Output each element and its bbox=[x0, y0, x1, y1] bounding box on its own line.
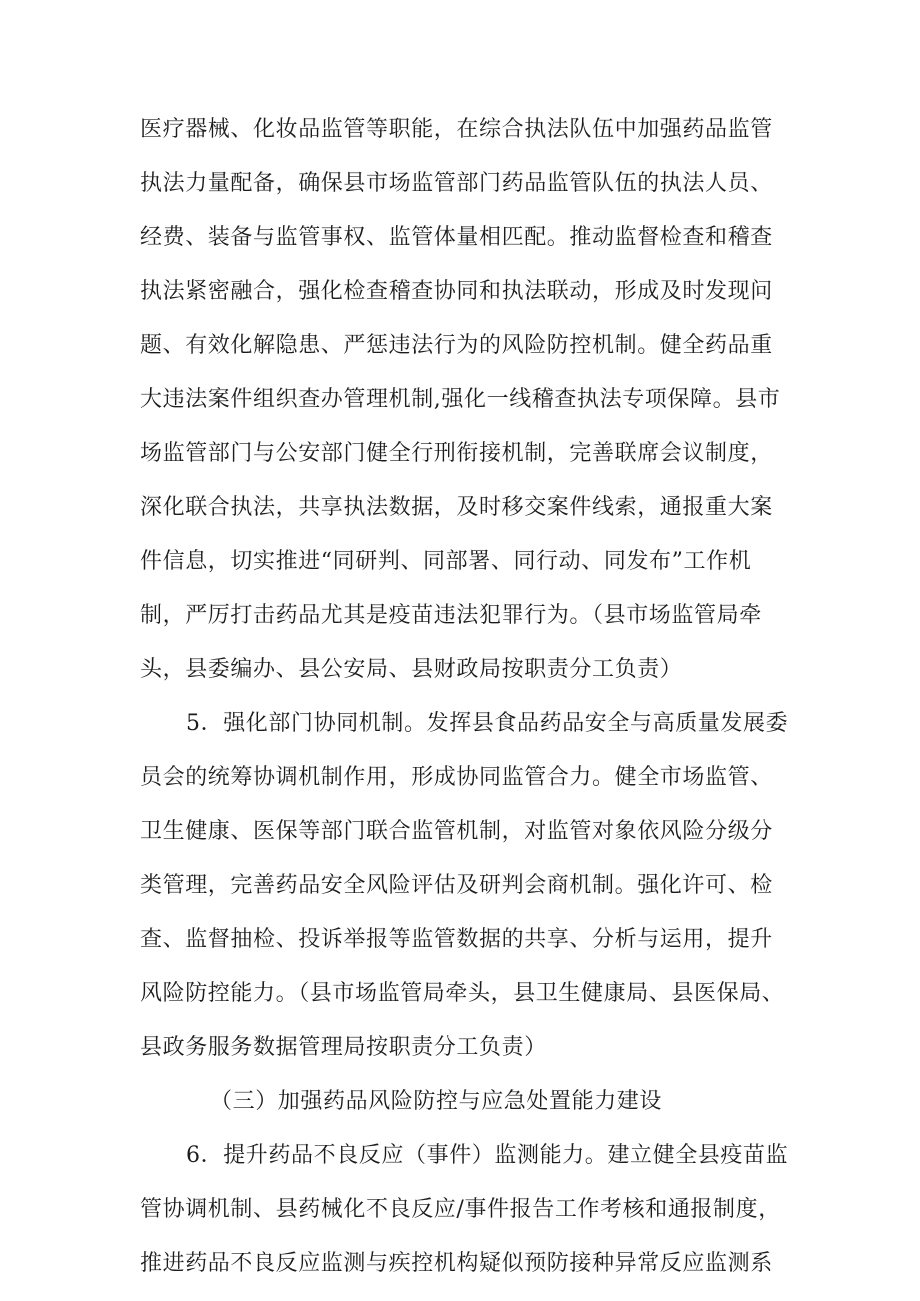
text-line: 经费、装备与监管事权、监管体量相匹配。推动监督检查和稽查 bbox=[140, 225, 773, 250]
text-line: 深化联合执法，共享执法数据，及时移交案件线索，通报重大案 bbox=[140, 495, 773, 520]
text-line: 头，县委编办、县公安局、县财政局按职责分工负责） bbox=[140, 657, 683, 682]
section-heading: （三）加强药品风险防控与应急处置能力建设 bbox=[210, 1089, 663, 1114]
text-line: 员会的统筹协调机制作用，形成协同监管合力。健全市场监管、 bbox=[140, 765, 773, 790]
paragraph-start-line: 5．强化部门协同机制。发挥县食品药品安全与高质量发展委 bbox=[186, 711, 789, 736]
text-line: 执法紧密融合，强化检查稽查协同和执法联动，形成及时发现问 bbox=[140, 279, 773, 304]
text-line: 场监管部门与公安部门健全行刑衔接机制，完善联席会议制度， bbox=[140, 441, 773, 466]
text-line: 大违法案件组织查办管理机制,强化一线稽查执法专项保障。县市 bbox=[140, 387, 781, 412]
text-line: 县政务服务数据管理局按职责分工负责） bbox=[140, 1035, 547, 1060]
text-line: 卫生健康、医保等部门联合监管机制，对监管对象依风险分级分 bbox=[140, 819, 773, 844]
text-line: 类管理，完善药品安全风险评估及研判会商机制。强化许可、检 bbox=[140, 873, 773, 898]
text-line: 执法力量配备，确保县市场监管部门药品监管队伍的执法人员、 bbox=[140, 171, 773, 196]
text-line: 管协调机制、县药械化不良反应/事件报告工作考核和通报制度， bbox=[140, 1197, 781, 1222]
text-line: 件信息，切实推进“同研判、同部署、同行动、同发布”工作机 bbox=[140, 549, 752, 574]
text-line: 推进药品不良反应监测与疾控机构疑似预防接种异常反应监测系 bbox=[140, 1251, 773, 1276]
paragraph-start-line: 6．提升药品不良反应（事件）监测能力。建立健全县疫苗监 bbox=[186, 1143, 789, 1168]
text-line: 查、监督抽检、投诉举报等监管数据的共享、分析与运用，提升 bbox=[140, 927, 773, 952]
text-line: 题、有效化解隐患、严惩违法行为的风险防控机制。健全药品重 bbox=[140, 333, 773, 358]
text-line: 医疗器械、化妆品监管等职能，在综合执法队伍中加强药品监管 bbox=[140, 117, 773, 142]
text-line: 制，严厉打击药品尤其是疫苗违法犯罪行为。（县市场监管局牵 bbox=[140, 603, 762, 628]
text-line: 风险防控能力。（县市场监管局牵头，县卫生健康局、县医保局、 bbox=[140, 981, 785, 1006]
